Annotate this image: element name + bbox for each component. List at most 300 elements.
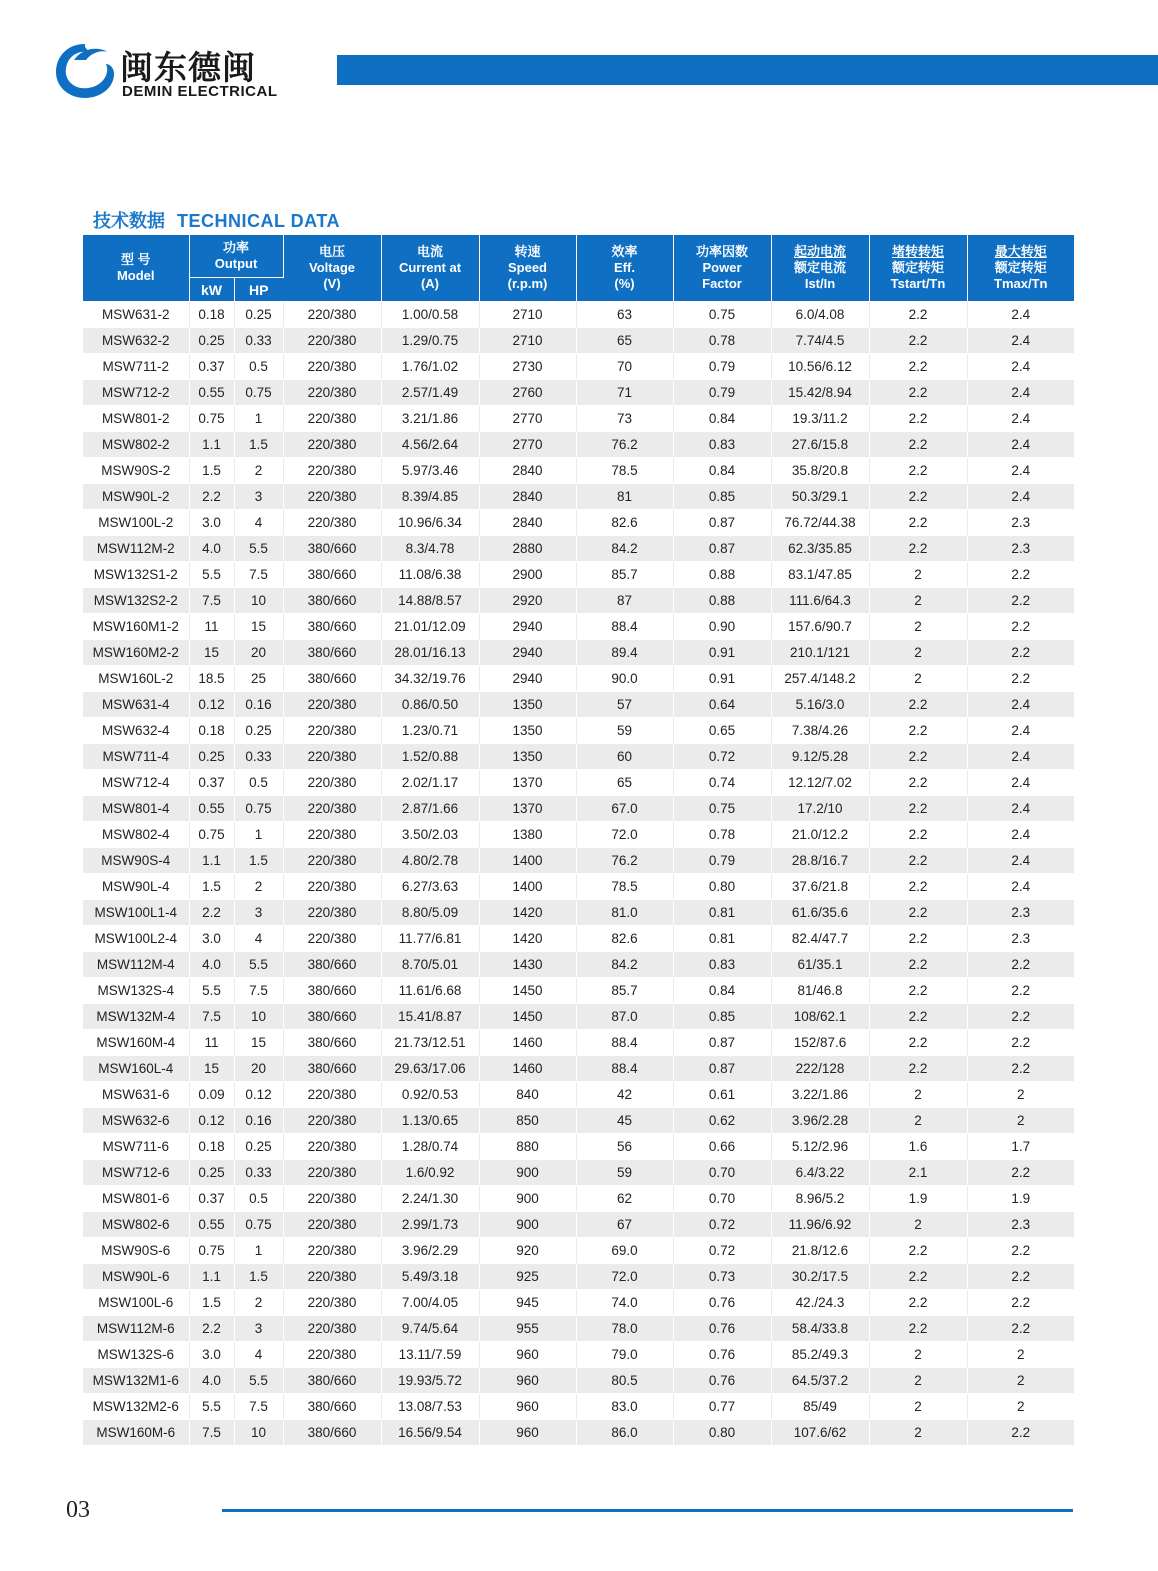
cell-speed: 2770 — [479, 432, 576, 458]
cell-power-factor: 0.73 — [673, 1264, 771, 1290]
cell-kw: 0.55 — [189, 380, 234, 406]
cell-kw: 0.25 — [189, 744, 234, 770]
table-row — [83, 770, 1074, 796]
cell-hp: 2 — [234, 1290, 283, 1316]
cell-current: 13.11/7.59 — [381, 1342, 479, 1368]
cell-ist-in: 8.96/5.2 — [771, 1186, 869, 1212]
cell-kw: 4.0 — [189, 952, 234, 978]
cell-efficiency: 71 — [576, 380, 673, 406]
cell-voltage: 220/380 — [283, 718, 381, 744]
cell-kw: 0.75 — [189, 1238, 234, 1264]
cell-power-factor: 0.61 — [673, 1082, 771, 1108]
cell-speed: 960 — [479, 1342, 576, 1368]
table-row — [83, 692, 1074, 718]
cell-model: MSW132S1-2 — [83, 562, 189, 588]
table-row — [83, 1004, 1074, 1030]
cell-model: MSW631-2 — [83, 302, 189, 328]
cell-efficiency: 89.4 — [576, 640, 673, 666]
cell-kw: 0.55 — [189, 1212, 234, 1238]
cell-kw: 2.2 — [189, 900, 234, 926]
cell-power-factor: 0.87 — [673, 510, 771, 536]
cell-ist-in: 7.38/4.26 — [771, 718, 869, 744]
cell-voltage: 220/380 — [283, 1134, 381, 1160]
cell-kw: 4.0 — [189, 1368, 234, 1394]
cell-hp: 20 — [234, 1056, 283, 1082]
cell-kw: 15 — [189, 640, 234, 666]
cell-tstart-tn: 2 — [869, 1394, 967, 1420]
cell-speed: 840 — [479, 1082, 576, 1108]
cell-current: 13.08/7.53 — [381, 1394, 479, 1420]
cell-hp: 1 — [234, 822, 283, 848]
cell-tmax-tn: 2.4 — [967, 744, 1074, 770]
table-row — [83, 926, 1074, 952]
cell-speed: 960 — [479, 1394, 576, 1420]
cell-hp: 1.5 — [234, 432, 283, 458]
table-row — [83, 1108, 1074, 1134]
cell-hp: 4 — [234, 1342, 283, 1368]
cell-ist-in: 6.4/3.22 — [771, 1160, 869, 1186]
cell-voltage: 380/660 — [283, 1030, 381, 1056]
cell-tstart-tn: 2.2 — [869, 926, 967, 952]
cell-power-factor: 0.87 — [673, 1030, 771, 1056]
cell-ist-in: 152/87.6 — [771, 1030, 869, 1056]
cell-tmax-tn: 2.2 — [967, 1030, 1074, 1056]
cell-efficiency: 72.0 — [576, 1264, 673, 1290]
table-row — [83, 744, 1074, 770]
cell-power-factor: 0.88 — [673, 562, 771, 588]
cell-speed: 1400 — [479, 848, 576, 874]
cell-hp: 3 — [234, 1316, 283, 1342]
cell-ist-in: 11.96/6.92 — [771, 1212, 869, 1238]
cell-power-factor: 0.80 — [673, 1420, 771, 1446]
header-output: 功率 Output — [189, 235, 283, 278]
cell-hp: 7.5 — [234, 562, 283, 588]
cell-kw: 7.5 — [189, 588, 234, 614]
cell-efficiency: 87.0 — [576, 1004, 673, 1030]
cell-power-factor: 0.81 — [673, 926, 771, 952]
cell-kw: 1.1 — [189, 432, 234, 458]
cell-hp: 0.5 — [234, 354, 283, 380]
cell-tmax-tn: 2 — [967, 1394, 1074, 1420]
cell-tmax-tn: 2.2 — [967, 1004, 1074, 1030]
cell-hp: 1 — [234, 1238, 283, 1264]
cell-model: MSW112M-2 — [83, 536, 189, 562]
brand-logo — [52, 38, 302, 104]
table-row — [83, 1342, 1074, 1368]
cell-speed: 1460 — [479, 1056, 576, 1082]
cell-speed: 2840 — [479, 484, 576, 510]
brand-name-en: DEMIN ELECTRICAL — [122, 83, 278, 100]
cell-model: MSW100L2-4 — [83, 926, 189, 952]
cell-power-factor: 0.87 — [673, 536, 771, 562]
cell-model: MSW632-4 — [83, 718, 189, 744]
cell-speed: 1420 — [479, 900, 576, 926]
cell-speed: 2710 — [479, 328, 576, 354]
cell-efficiency: 88.4 — [576, 1056, 673, 1082]
cell-current: 15.41/8.87 — [381, 1004, 479, 1030]
cell-tstart-tn: 2.2 — [869, 952, 967, 978]
cell-tmax-tn: 2.2 — [967, 1264, 1074, 1290]
cell-efficiency: 82.6 — [576, 926, 673, 952]
cell-speed: 1450 — [479, 978, 576, 1004]
cell-speed: 2900 — [479, 562, 576, 588]
cell-tstart-tn: 2 — [869, 1082, 967, 1108]
cell-power-factor: 0.78 — [673, 328, 771, 354]
cell-ist-in: 210.1/121 — [771, 640, 869, 666]
cell-efficiency: 78.5 — [576, 458, 673, 484]
cell-tstart-tn: 2.2 — [869, 1004, 967, 1030]
cell-speed: 1460 — [479, 1030, 576, 1056]
cell-efficiency: 45 — [576, 1108, 673, 1134]
cell-ist-in: 81/46.8 — [771, 978, 869, 1004]
cell-tstart-tn: 2 — [869, 588, 967, 614]
cell-current: 16.56/9.54 — [381, 1420, 479, 1446]
cell-hp: 0.75 — [234, 380, 283, 406]
cell-current: 29.63/17.06 — [381, 1056, 479, 1082]
table-row — [83, 1082, 1074, 1108]
cell-efficiency: 81 — [576, 484, 673, 510]
cell-hp: 10 — [234, 1004, 283, 1030]
cell-efficiency: 59 — [576, 1160, 673, 1186]
cell-current: 1.13/0.65 — [381, 1108, 479, 1134]
cell-tstart-tn: 2.2 — [869, 484, 967, 510]
table-row — [83, 406, 1074, 432]
cell-ist-in: 15.42/8.94 — [771, 380, 869, 406]
cell-model: MSW90S-4 — [83, 848, 189, 874]
cell-kw: 0.18 — [189, 718, 234, 744]
table-row — [83, 432, 1074, 458]
table-row — [83, 978, 1074, 1004]
cell-power-factor: 0.75 — [673, 302, 771, 328]
cell-current: 8.70/5.01 — [381, 952, 479, 978]
cell-model: MSW100L1-4 — [83, 900, 189, 926]
cell-tmax-tn: 1.9 — [967, 1186, 1074, 1212]
cell-tstart-tn: 2.2 — [869, 692, 967, 718]
cell-voltage: 380/660 — [283, 952, 381, 978]
cell-hp: 5.5 — [234, 1368, 283, 1394]
cell-tmax-tn: 2.2 — [967, 1160, 1074, 1186]
cell-current: 3.21/1.86 — [381, 406, 479, 432]
cell-power-factor: 0.83 — [673, 432, 771, 458]
cell-model: MSW90L-4 — [83, 874, 189, 900]
cell-voltage: 220/380 — [283, 432, 381, 458]
cell-tstart-tn: 2.2 — [869, 718, 967, 744]
cell-ist-in: 9.12/5.28 — [771, 744, 869, 770]
cell-power-factor: 0.81 — [673, 900, 771, 926]
cell-current: 1.28/0.74 — [381, 1134, 479, 1160]
cell-tmax-tn: 2.2 — [967, 614, 1074, 640]
cell-model: MSW631-4 — [83, 692, 189, 718]
cell-model: MSW802-4 — [83, 822, 189, 848]
cell-tstart-tn: 2 — [869, 666, 967, 692]
cell-ist-in: 21.8/12.6 — [771, 1238, 869, 1264]
cell-speed: 1370 — [479, 770, 576, 796]
cell-tmax-tn: 2.3 — [967, 926, 1074, 952]
cell-power-factor: 0.76 — [673, 1316, 771, 1342]
cell-power-factor: 0.84 — [673, 978, 771, 1004]
cell-speed: 1350 — [479, 718, 576, 744]
cell-hp: 25 — [234, 666, 283, 692]
cell-kw: 0.75 — [189, 822, 234, 848]
cell-model: MSW801-4 — [83, 796, 189, 822]
cell-kw: 3.0 — [189, 510, 234, 536]
cell-tstart-tn: 2 — [869, 1420, 967, 1446]
cell-ist-in: 58.4/33.8 — [771, 1316, 869, 1342]
cell-voltage: 220/380 — [283, 302, 381, 328]
cell-model: MSW160M1-2 — [83, 614, 189, 640]
cell-kw: 5.5 — [189, 1394, 234, 1420]
cell-power-factor: 0.76 — [673, 1368, 771, 1394]
cell-speed: 2840 — [479, 458, 576, 484]
cell-ist-in: 35.8/20.8 — [771, 458, 869, 484]
cell-model: MSW90S-6 — [83, 1238, 189, 1264]
cell-kw: 1.1 — [189, 848, 234, 874]
cell-voltage: 220/380 — [283, 458, 381, 484]
table-row — [83, 822, 1074, 848]
cell-efficiency: 82.6 — [576, 510, 673, 536]
cell-model: MSW712-6 — [83, 1160, 189, 1186]
cell-current: 21.73/12.51 — [381, 1030, 479, 1056]
cell-tstart-tn: 2.2 — [869, 744, 967, 770]
footer-accent-line — [222, 1509, 1073, 1512]
cell-voltage: 220/380 — [283, 1212, 381, 1238]
cell-tmax-tn: 2.4 — [967, 406, 1074, 432]
cell-model: MSW90S-2 — [83, 458, 189, 484]
cell-power-factor: 0.76 — [673, 1342, 771, 1368]
cell-tmax-tn: 2.2 — [967, 640, 1074, 666]
cell-model: MSW112M-4 — [83, 952, 189, 978]
cell-power-factor: 0.72 — [673, 744, 771, 770]
brand-name-cn: 闽东德闽 — [120, 49, 256, 86]
cell-power-factor: 0.79 — [673, 848, 771, 874]
cell-model: MSW632-6 — [83, 1108, 189, 1134]
cell-tmax-tn: 2.4 — [967, 848, 1074, 874]
cell-voltage: 220/380 — [283, 848, 381, 874]
table-row — [83, 900, 1074, 926]
cell-tmax-tn: 2.3 — [967, 510, 1074, 536]
table-row — [83, 640, 1074, 666]
cell-ist-in: 6.0/4.08 — [771, 302, 869, 328]
cell-efficiency: 74.0 — [576, 1290, 673, 1316]
cell-tmax-tn: 2.4 — [967, 770, 1074, 796]
cell-model: MSW711-2 — [83, 354, 189, 380]
cell-voltage: 220/380 — [283, 822, 381, 848]
cell-efficiency: 59 — [576, 718, 673, 744]
cell-speed: 850 — [479, 1108, 576, 1134]
table-row — [83, 380, 1074, 406]
cell-efficiency: 88.4 — [576, 614, 673, 640]
cell-hp: 0.33 — [234, 328, 283, 354]
cell-tstart-tn: 2.2 — [869, 406, 967, 432]
cell-ist-in: 3.22/1.86 — [771, 1082, 869, 1108]
cell-voltage: 220/380 — [283, 692, 381, 718]
cell-hp: 2 — [234, 874, 283, 900]
cell-kw: 4.0 — [189, 536, 234, 562]
cell-hp: 7.5 — [234, 978, 283, 1004]
cell-hp: 0.12 — [234, 1082, 283, 1108]
cell-power-factor: 0.70 — [673, 1160, 771, 1186]
cell-efficiency: 88.4 — [576, 1030, 673, 1056]
cell-voltage: 220/380 — [283, 1108, 381, 1134]
table-row — [83, 848, 1074, 874]
cell-power-factor: 0.91 — [673, 666, 771, 692]
cell-ist-in: 5.12/2.96 — [771, 1134, 869, 1160]
cell-power-factor: 0.84 — [673, 458, 771, 484]
cell-efficiency: 70 — [576, 354, 673, 380]
cell-speed: 2710 — [479, 302, 576, 328]
cell-speed: 900 — [479, 1160, 576, 1186]
table-row — [83, 874, 1074, 900]
cell-power-factor: 0.72 — [673, 1212, 771, 1238]
cell-hp: 5.5 — [234, 952, 283, 978]
cell-hp: 0.5 — [234, 1186, 283, 1212]
cell-hp: 4 — [234, 926, 283, 952]
cell-current: 8.3/4.78 — [381, 536, 479, 562]
cell-tstart-tn: 2.2 — [869, 874, 967, 900]
cell-tstart-tn: 2 — [869, 640, 967, 666]
cell-tmax-tn: 2.3 — [967, 536, 1074, 562]
cell-efficiency: 57 — [576, 692, 673, 718]
cell-voltage: 220/380 — [283, 874, 381, 900]
cell-power-factor: 0.85 — [673, 484, 771, 510]
table-row — [83, 510, 1074, 536]
cell-ist-in: 27.6/15.8 — [771, 432, 869, 458]
cell-tstart-tn: 2 — [869, 1368, 967, 1394]
cell-ist-in: 17.2/10 — [771, 796, 869, 822]
technical-data-table — [83, 235, 1074, 1446]
cell-current: 19.93/5.72 — [381, 1368, 479, 1394]
cell-speed: 1430 — [479, 952, 576, 978]
cell-tstart-tn: 2.2 — [869, 302, 967, 328]
table-row — [83, 328, 1074, 354]
cell-tmax-tn: 2 — [967, 1108, 1074, 1134]
cell-speed: 2730 — [479, 354, 576, 380]
cell-voltage: 220/380 — [283, 354, 381, 380]
cell-tmax-tn: 2.2 — [967, 1290, 1074, 1316]
cell-tstart-tn: 2.2 — [869, 536, 967, 562]
cell-ist-in: 82.4/47.7 — [771, 926, 869, 952]
section-title-cn: 技术数据 — [93, 211, 165, 231]
cell-tmax-tn: 2.2 — [967, 1056, 1074, 1082]
cell-model: MSW132S-4 — [83, 978, 189, 1004]
cell-tmax-tn: 2.2 — [967, 1316, 1074, 1342]
header-ist-in: 起动电流 额定电流 Ist/In — [771, 235, 869, 302]
table-row — [83, 1316, 1074, 1342]
cell-current: 2.02/1.17 — [381, 770, 479, 796]
cell-ist-in: 107.6/62 — [771, 1420, 869, 1446]
cell-ist-in: 83.1/47.85 — [771, 562, 869, 588]
table-row — [83, 1186, 1074, 1212]
cell-power-factor: 0.77 — [673, 1394, 771, 1420]
cell-hp: 3 — [234, 900, 283, 926]
header-voltage: 电压 Voltage (V) — [283, 235, 381, 302]
cell-current: 1.76/1.02 — [381, 354, 479, 380]
cell-hp: 15 — [234, 614, 283, 640]
cell-voltage: 380/660 — [283, 978, 381, 1004]
cell-kw: 18.5 — [189, 666, 234, 692]
cell-voltage: 220/380 — [283, 406, 381, 432]
cell-ist-in: 85.2/49.3 — [771, 1342, 869, 1368]
cell-speed: 2840 — [479, 510, 576, 536]
cell-kw: 7.5 — [189, 1004, 234, 1030]
cell-efficiency: 85.7 — [576, 562, 673, 588]
cell-current: 1.52/0.88 — [381, 744, 479, 770]
cell-speed: 1350 — [479, 692, 576, 718]
cell-current: 2.87/1.66 — [381, 796, 479, 822]
cell-current: 3.96/2.29 — [381, 1238, 479, 1264]
cell-ist-in: 61.6/35.6 — [771, 900, 869, 926]
cell-hp: 0.25 — [234, 718, 283, 744]
cell-current: 0.92/0.53 — [381, 1082, 479, 1108]
cell-model: MSW160L-2 — [83, 666, 189, 692]
cell-current: 4.56/2.64 — [381, 432, 479, 458]
cell-ist-in: 85/49 — [771, 1394, 869, 1420]
cell-tstart-tn: 2.2 — [869, 978, 967, 1004]
cell-tmax-tn: 2.4 — [967, 718, 1074, 744]
header-accent-bar — [337, 55, 1158, 85]
cell-kw: 1.1 — [189, 1264, 234, 1290]
cell-current: 10.96/6.34 — [381, 510, 479, 536]
table-row — [83, 1238, 1074, 1264]
cell-current: 5.97/3.46 — [381, 458, 479, 484]
cell-model: MSW711-6 — [83, 1134, 189, 1160]
cell-tstart-tn: 2.2 — [869, 1030, 967, 1056]
cell-efficiency: 63 — [576, 302, 673, 328]
cell-ist-in: 42./24.3 — [771, 1290, 869, 1316]
cell-efficiency: 83.0 — [576, 1394, 673, 1420]
cell-kw: 5.5 — [189, 562, 234, 588]
table-header — [83, 235, 1074, 302]
cell-speed: 900 — [479, 1186, 576, 1212]
cell-current: 21.01/12.09 — [381, 614, 479, 640]
cell-power-factor: 0.85 — [673, 1004, 771, 1030]
cell-tmax-tn: 2 — [967, 1368, 1074, 1394]
cell-ist-in: 50.3/29.1 — [771, 484, 869, 510]
cell-model: MSW801-6 — [83, 1186, 189, 1212]
cell-ist-in: 21.0/12.2 — [771, 822, 869, 848]
cell-kw: 0.25 — [189, 328, 234, 354]
cell-tmax-tn: 2.2 — [967, 588, 1074, 614]
cell-efficiency: 67.0 — [576, 796, 673, 822]
cell-voltage: 380/660 — [283, 1368, 381, 1394]
cell-tmax-tn: 2.4 — [967, 484, 1074, 510]
cell-hp: 10 — [234, 588, 283, 614]
cell-model: MSW160M-4 — [83, 1030, 189, 1056]
cell-efficiency: 84.2 — [576, 952, 673, 978]
cell-voltage: 380/660 — [283, 536, 381, 562]
table-row — [83, 1394, 1074, 1420]
section-title-en: TECHNICAL DATA — [177, 211, 340, 231]
cell-kw: 0.75 — [189, 406, 234, 432]
cell-ist-in: 12.12/7.02 — [771, 770, 869, 796]
cell-voltage: 380/660 — [283, 1056, 381, 1082]
cell-tmax-tn: 2.4 — [967, 692, 1074, 718]
cell-speed: 920 — [479, 1238, 576, 1264]
cell-voltage: 220/380 — [283, 900, 381, 926]
cell-tstart-tn: 2.2 — [869, 1238, 967, 1264]
cell-voltage: 220/380 — [283, 926, 381, 952]
cell-tmax-tn: 2.2 — [967, 952, 1074, 978]
cell-hp: 0.33 — [234, 1160, 283, 1186]
cell-current: 1.00/0.58 — [381, 302, 479, 328]
cell-current: 5.49/3.18 — [381, 1264, 479, 1290]
cell-speed: 1420 — [479, 926, 576, 952]
header-current: 电流 Current at (A) — [381, 235, 479, 302]
cell-speed: 1400 — [479, 874, 576, 900]
cell-tmax-tn: 2.3 — [967, 1212, 1074, 1238]
cell-hp: 0.25 — [234, 1134, 283, 1160]
cell-model: MSW132M-4 — [83, 1004, 189, 1030]
